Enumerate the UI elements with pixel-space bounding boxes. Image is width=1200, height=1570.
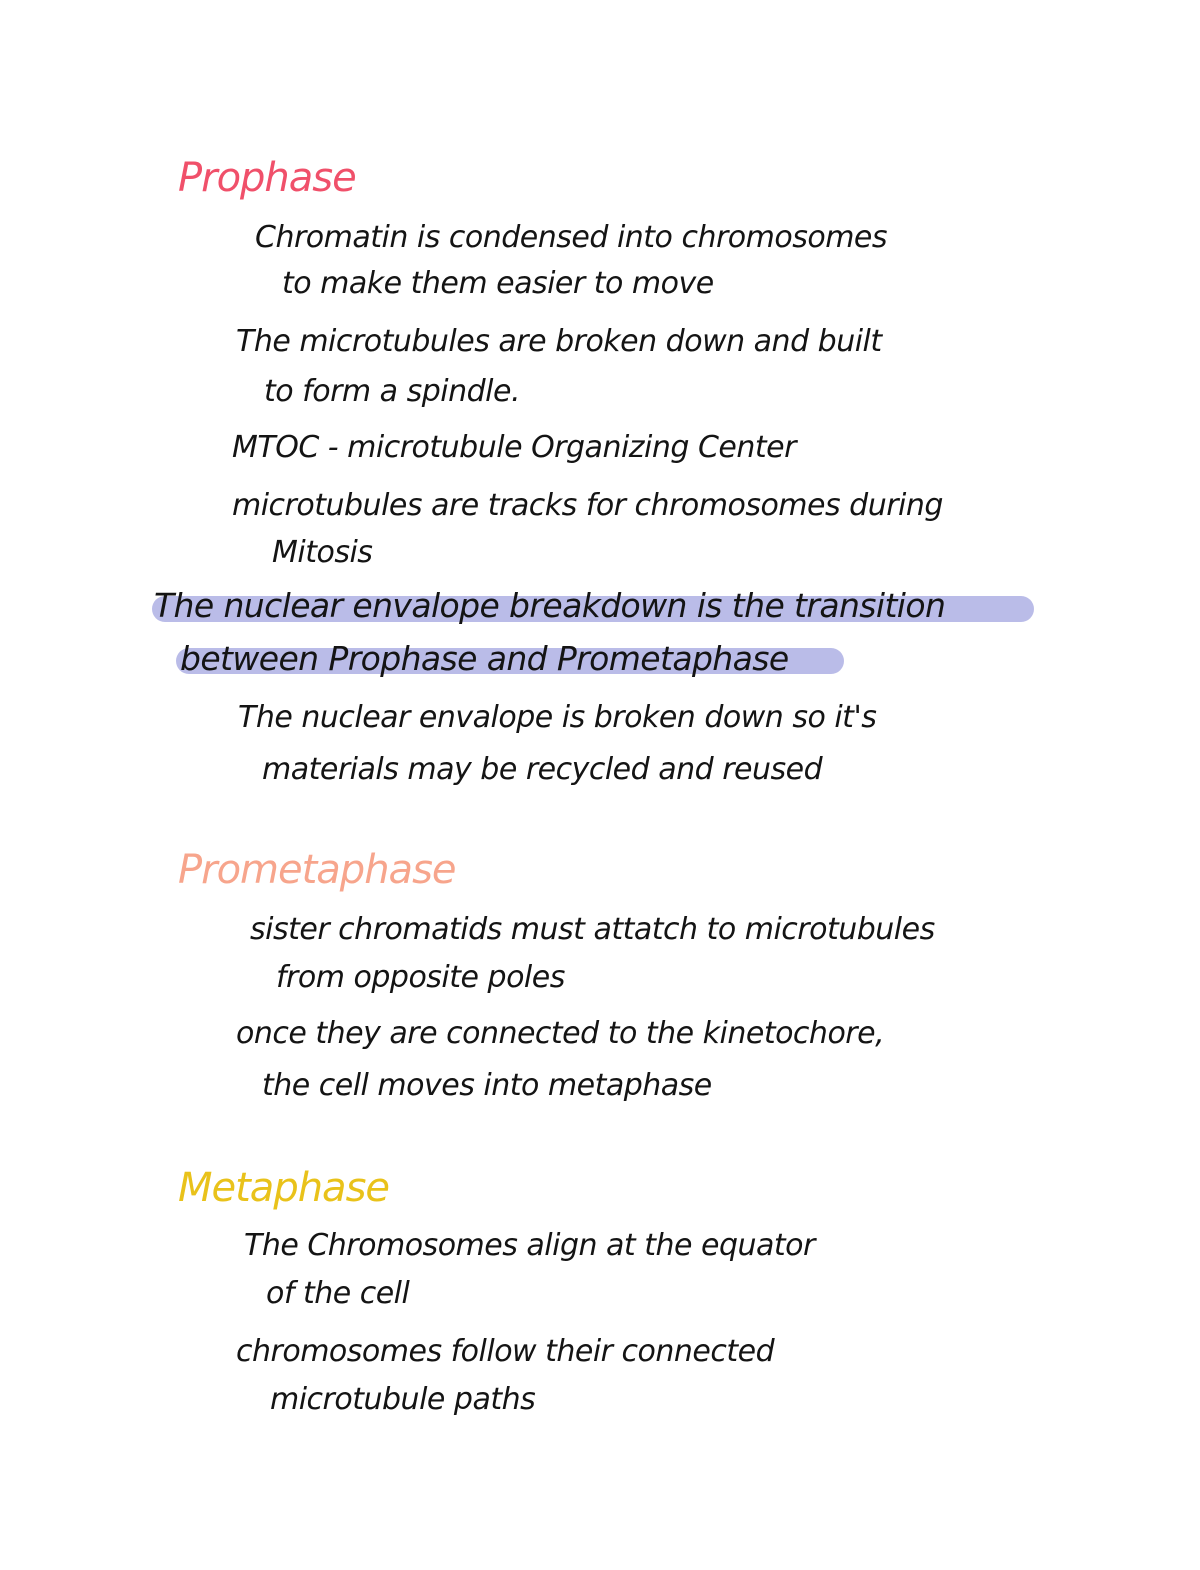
note-line: once they are connected to the kinetochore, [236,1016,885,1051]
highlighted-line: The nuclear envalope breakdown is the transition [154,586,946,625]
note-line: sister chromatids must attatch to microtubules [250,912,935,947]
note-line: Chromatin is condensed into chromosomes [255,220,888,255]
note-line: MTOC - microtubule Organizing Center [232,430,796,465]
note-line: the cell moves into metaphase [262,1068,712,1103]
highlighted-line: between Prophase and Prometaphase [180,639,789,678]
note-line: to make them easier to move [282,266,714,301]
note-line: The Chromosomes align at the equator [244,1228,815,1263]
note-line: chromosomes follow their connected [236,1334,775,1369]
prometaphase-heading: Prometaphase [178,847,456,893]
note-line: microtubules are tracks for chromosomes during [232,488,943,523]
note-line: to form a spindle. [264,374,520,409]
note-line: of the cell [266,1276,410,1311]
note-line: The microtubules are broken down and built [236,324,882,359]
prophase-heading: Prophase [178,155,356,201]
note-line: microtubule paths [270,1382,536,1417]
note-line: materials may be recycled and reused [262,752,823,787]
note-line: from opposite poles [276,960,565,995]
metaphase-heading: Metaphase [178,1165,390,1211]
note-line: The nuclear envalope is broken down so it's [238,700,877,735]
note-line: Mitosis [272,535,373,570]
